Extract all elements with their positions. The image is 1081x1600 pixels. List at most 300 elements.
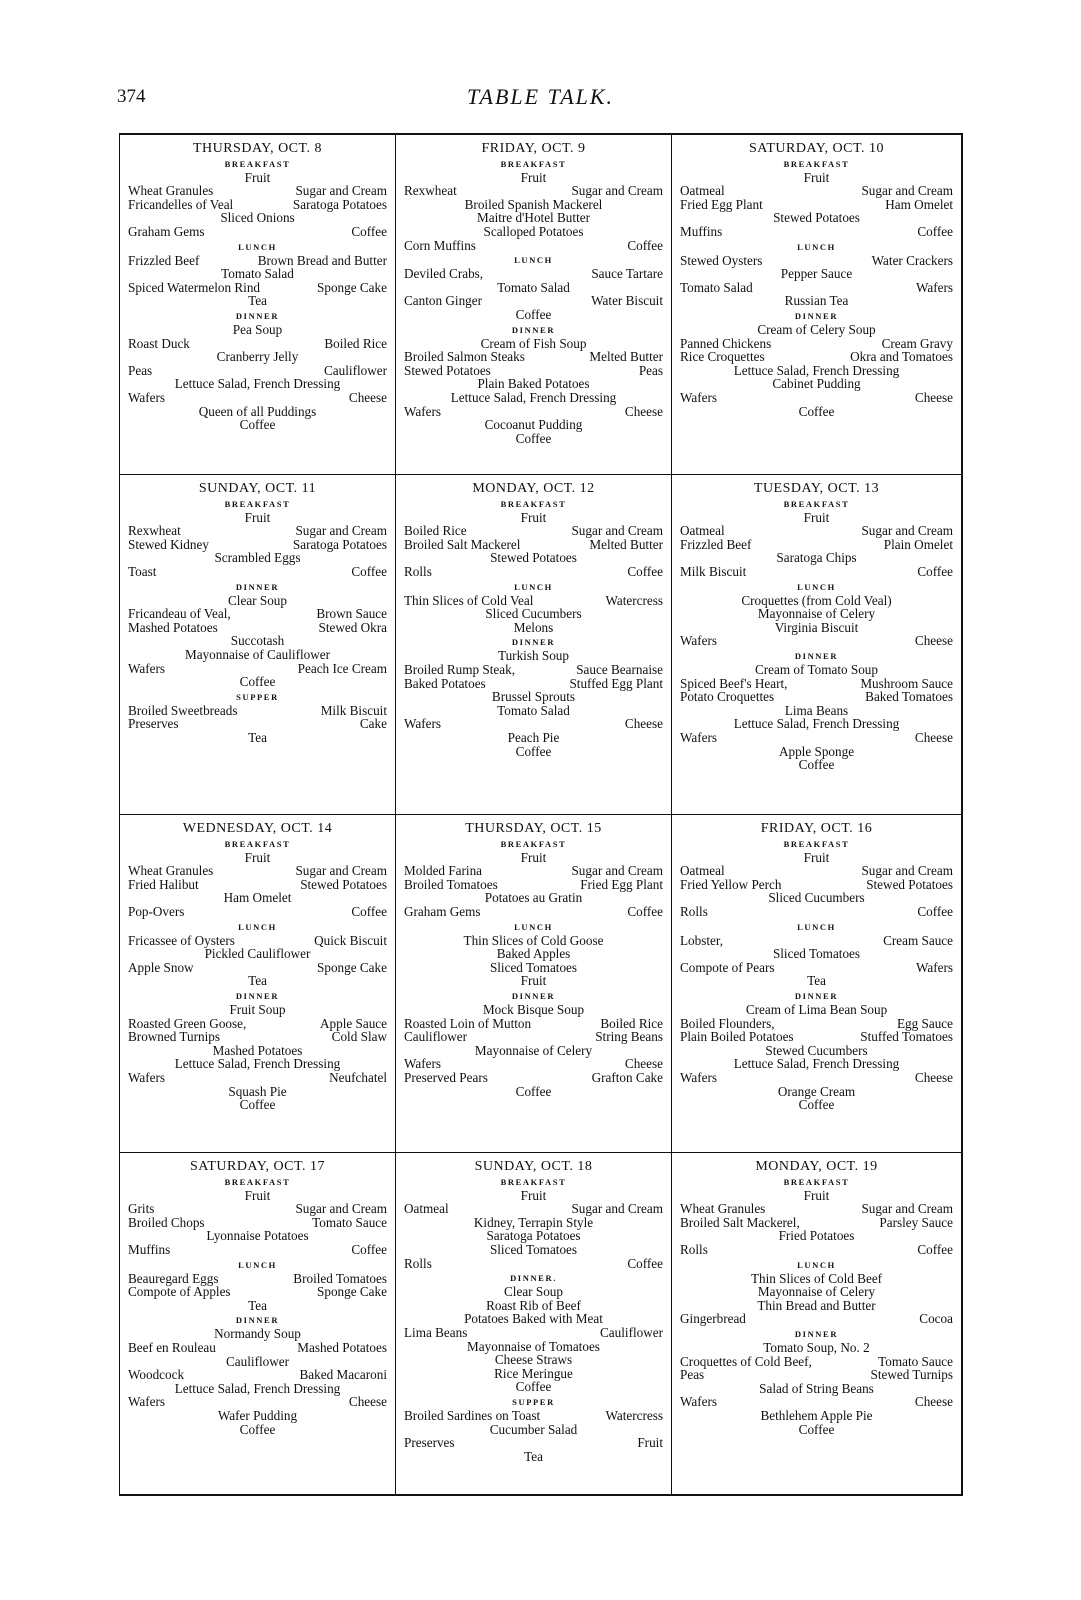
dish-item: Milk Biscuit	[320, 702, 387, 718]
menu-line	[680, 524, 953, 538]
dish-item: Mayonnaise of Celery	[474, 1042, 593, 1058]
dish-item: Lima Beans	[404, 1324, 468, 1340]
meal-heading: LUNCH	[797, 241, 836, 252]
menu-line	[680, 1044, 953, 1058]
dish-item: Coffee	[351, 223, 387, 239]
menu-line	[128, 634, 387, 648]
dish-item: Lettuce Salad, French Dressing	[450, 389, 617, 405]
menu-line	[680, 225, 953, 239]
dish-item: Baked Macaroni	[299, 1367, 387, 1383]
menu-line	[680, 704, 953, 718]
menu-line	[404, 621, 663, 635]
meal-heading: DINNER	[235, 990, 280, 1001]
menu-line	[128, 961, 387, 975]
menu-line	[680, 1355, 953, 1369]
dish-item: Broiled Salt Mackerel	[404, 536, 521, 552]
dish-item: Scalloped Potatoes	[483, 223, 584, 239]
menu-line	[680, 364, 953, 378]
menu-line	[680, 758, 953, 772]
dish-item: Rolls	[680, 903, 708, 919]
menu-line	[680, 254, 953, 268]
meal-section	[128, 1260, 387, 1313]
dish-item: Rolls	[680, 1241, 708, 1257]
menu-line	[128, 1202, 387, 1216]
dish-item: Sauce Tartare	[591, 266, 663, 282]
dish-item: Broiled Rump Steak,	[404, 661, 515, 677]
dish-item: Oatmeal	[680, 863, 725, 879]
dish-item: Cheese	[624, 716, 663, 732]
dish-item: Rexwheat	[404, 183, 457, 199]
meal-heading: LUNCH	[797, 921, 836, 932]
menu-line	[680, 1017, 953, 1031]
day-menu-cell	[672, 815, 963, 1153]
dish-item: Mayonnaise of Celery	[757, 606, 876, 622]
menu-line	[128, 211, 387, 225]
dish-item: Thin Bread and Butter	[757, 1297, 876, 1313]
dish-item: Sponge Cake	[317, 959, 387, 975]
day-menu-cell	[672, 135, 963, 475]
meal-heading: SUPPER	[236, 691, 279, 702]
meal-heading: BREAKFAST	[783, 498, 850, 509]
menu-line	[404, 1367, 663, 1381]
dish-item: Thin Slices of Cold Beef	[750, 1270, 883, 1286]
dish-item: Milk Biscuit	[680, 563, 747, 579]
dish-item: Baked Apples	[496, 946, 571, 962]
dish-item: Apple Snow	[128, 959, 194, 975]
dish-item: Wafers	[680, 389, 718, 405]
menu-line	[128, 891, 387, 905]
dish-item: Broiled Tomatoes	[404, 876, 498, 892]
dish-item: Boiled Rice	[600, 1015, 663, 1031]
dish-item: Lettuce Salad, French Dressing	[174, 1056, 341, 1072]
meal-heading: DINNER	[794, 990, 839, 1001]
dish-item: Grafton Cake	[591, 1069, 663, 1085]
dish-item: Graham Gems	[404, 903, 481, 919]
meal-heading: LUNCH	[797, 1259, 836, 1270]
dish-item: Deviled Crabs,	[404, 266, 484, 282]
menu-line	[680, 1030, 953, 1044]
meal-section	[680, 159, 953, 239]
menu-line	[128, 1395, 387, 1409]
dish-item: Maitre d'Hotel Butter	[477, 210, 590, 226]
dish-item: Wafer Pudding	[217, 1407, 298, 1423]
day-title: THURSDAY, OCT. 15	[465, 821, 602, 836]
day-menu-cell	[396, 815, 672, 1153]
dish-item: Tea	[524, 1448, 543, 1464]
dish-item: Saratoga Potatoes	[486, 1228, 581, 1244]
menu-line	[404, 1285, 663, 1299]
dish-item: Sliced Tomatoes	[489, 959, 578, 975]
day-title: SATURDAY, OCT. 17	[189, 1159, 326, 1174]
dish-item: Water Biscuit	[591, 293, 663, 309]
dish-item: Cauliflower	[324, 362, 387, 378]
dish-item: Gingerbread	[680, 1311, 746, 1327]
menu-line	[404, 1044, 663, 1058]
dish-item: Compote of Apples	[128, 1284, 231, 1300]
dish-item: Coffee	[515, 1379, 552, 1395]
dish-item: Cake	[359, 716, 387, 732]
meal-heading: DINNER	[235, 581, 280, 592]
meal-heading: LUNCH	[514, 581, 553, 592]
dish-item: Stewed Oysters	[680, 252, 763, 268]
dish-item: Orange Cream	[777, 1083, 856, 1099]
menu-line	[404, 905, 663, 919]
dish-item: Frizzled Beef	[680, 536, 752, 552]
menu-line	[128, 294, 387, 308]
dish-item: Coffee	[627, 563, 663, 579]
menu-line	[404, 1017, 663, 1031]
meal-section	[404, 839, 663, 919]
menu-line	[680, 198, 953, 212]
dish-item: Roasted Green Goose,	[128, 1015, 247, 1031]
dish-item: Roasted Loin of Mutton	[404, 1015, 532, 1031]
dish-item: Baked Potatoes	[404, 675, 486, 691]
menu-line	[680, 690, 953, 704]
dish-item: Panned Chickens	[680, 335, 772, 351]
dish-item: Coffee	[798, 1097, 835, 1113]
meal-heading: BREAKFAST	[224, 838, 291, 849]
dish-item: Wafers	[680, 729, 718, 745]
menu-line	[404, 851, 663, 865]
menu-line	[680, 1285, 953, 1299]
dish-item: Rexwheat	[128, 523, 181, 539]
dish-item: Sugar and Cream	[571, 183, 663, 199]
meal-section	[128, 839, 387, 919]
menu-line	[404, 1380, 663, 1394]
dish-item: Coffee	[515, 743, 552, 759]
dish-item: Coffee	[239, 1097, 276, 1113]
dish-item: Fruit	[637, 1435, 663, 1451]
menu-line	[680, 511, 953, 525]
menu-line	[404, 308, 663, 322]
dish-item: Mashed Potatoes	[297, 1339, 387, 1355]
dish-item: Sliced Onions	[220, 210, 295, 226]
dish-item: Muffins	[128, 1241, 171, 1257]
dish-item: Thin Slices of Cold Goose	[463, 932, 604, 948]
meal-section	[680, 242, 953, 308]
meal-section	[128, 159, 387, 239]
menu-line	[680, 974, 953, 988]
dish-item: Cheese	[914, 1394, 953, 1410]
dish-item: Coffee	[515, 430, 552, 446]
dish-item: Stewed Potatoes	[300, 876, 387, 892]
dish-item: Wafers	[128, 1394, 166, 1410]
menu-line	[680, 594, 953, 608]
menu-line	[680, 864, 953, 878]
menu-line	[128, 1327, 387, 1341]
dish-item: Wheat Granules	[680, 1201, 766, 1217]
menu-line	[680, 337, 953, 351]
dish-item: Sliced Tomatoes	[489, 1241, 578, 1257]
menu-line	[680, 377, 953, 391]
dish-item: Brussel Sprouts	[491, 689, 576, 705]
menu-line	[128, 934, 387, 948]
dish-item: Stewed Potatoes	[490, 550, 577, 566]
dish-item: Coffee	[239, 1421, 276, 1437]
dish-item: Fruit	[803, 169, 830, 185]
menu-line	[680, 961, 953, 975]
dish-item: Tea	[248, 293, 267, 309]
day-title: SATURDAY, OCT. 10	[748, 141, 885, 156]
dish-item: Wafers	[404, 1056, 442, 1072]
meal-heading: DINNER	[235, 310, 280, 321]
dish-item: Pea Soup	[232, 321, 283, 337]
dish-item: Scrambled Eggs	[214, 550, 301, 566]
menu-line	[680, 565, 953, 579]
menu-line	[128, 337, 387, 351]
meal-section	[680, 991, 953, 1112]
dish-item: Potatoes au Gratin	[484, 890, 583, 906]
dish-item: Saratoga Chips	[776, 550, 857, 566]
dish-item: Preserves	[128, 716, 179, 732]
dish-item: Okra and Tomatoes	[850, 349, 953, 365]
meal-section	[680, 922, 953, 988]
menu-line	[128, 1071, 387, 1085]
dish-item: Cheese	[624, 403, 663, 419]
day-title: TUESDAY, OCT. 13	[753, 481, 880, 496]
dish-item: Sugar and Cream	[295, 863, 387, 879]
menu-line	[128, 1272, 387, 1286]
meal-heading: BREAKFAST	[783, 1176, 850, 1187]
dish-item: Queen of all Puddings	[198, 403, 317, 419]
menu-line	[404, 391, 663, 405]
dish-item: Egg Sauce	[896, 1015, 953, 1031]
menu-line	[128, 864, 387, 878]
dish-item: Russian Tea	[784, 293, 849, 309]
dish-item: Clear Soup	[228, 592, 287, 608]
menu-line	[128, 184, 387, 198]
dish-item: Stewed Potatoes	[866, 876, 953, 892]
day-menu-cell	[396, 475, 672, 815]
menu-line	[404, 947, 663, 961]
dish-item: Coffee	[239, 674, 276, 690]
menu-line	[128, 905, 387, 919]
dish-item: Canton Ginger	[404, 293, 483, 309]
dish-item: Lettuce Salad, French Dressing	[733, 716, 900, 732]
menu-line	[404, 1299, 663, 1313]
dish-item: Squash Pie	[228, 1083, 287, 1099]
dish-item: Stewed Turnips	[870, 1367, 953, 1383]
menu-line	[680, 905, 953, 919]
dish-item: Fried Yellow Perch	[680, 876, 782, 892]
dish-item: Sugar and Cream	[571, 863, 663, 879]
dish-item: Stuffed Egg Plant	[569, 675, 663, 691]
dish-item: Cheese	[914, 729, 953, 745]
dish-item: Sugar and Cream	[861, 183, 953, 199]
menu-line	[128, 511, 387, 525]
menu-line	[404, 198, 663, 212]
menu-line	[680, 350, 953, 364]
meal-section	[404, 922, 663, 988]
menu-line	[128, 538, 387, 552]
meal-section	[680, 499, 953, 579]
menu-line	[680, 323, 953, 337]
dish-item: Fruit	[803, 849, 830, 865]
menu-line	[404, 690, 663, 704]
menu-line	[128, 648, 387, 662]
menu-line	[404, 350, 663, 364]
dish-item: Fruit	[520, 169, 547, 185]
day-menu-cell	[672, 1153, 963, 1494]
menu-line	[128, 1044, 387, 1058]
dish-item: Fruit	[520, 1187, 547, 1203]
day-menu-cell	[120, 135, 396, 475]
dish-item: Fruit	[803, 509, 830, 525]
meal-section	[128, 692, 387, 745]
meal-heading: BREAKFAST	[500, 1176, 567, 1187]
menu-line	[404, 731, 663, 745]
menu-line	[128, 350, 387, 364]
dish-item: Melted Butter	[589, 536, 663, 552]
dish-item: Fruit	[244, 1187, 271, 1203]
meal-heading: DINNER	[235, 1315, 280, 1326]
dish-item: Apple Sponge	[778, 743, 855, 759]
menu-line	[404, 745, 663, 759]
menu-line	[404, 1257, 663, 1271]
running-head: TABLE TALK.	[466, 84, 615, 109]
dish-item: Salad of String Beans	[759, 1380, 874, 1396]
dish-item: Oatmeal	[680, 183, 725, 199]
dish-item: Fried Egg Plant	[580, 876, 663, 892]
dish-item: Fruit Soup	[229, 1001, 286, 1017]
meal-heading: BREAKFAST	[500, 498, 567, 509]
menu-line	[404, 551, 663, 565]
dish-item: Sugar and Cream	[861, 523, 953, 539]
dish-item: Brown Bread and Butter	[257, 252, 387, 268]
menu-line	[404, 511, 663, 525]
dish-item: Coffee	[798, 757, 835, 773]
menu-line	[128, 1017, 387, 1031]
menu-line	[128, 1423, 387, 1437]
dish-item: String Beans	[595, 1029, 663, 1045]
meal-heading: BREAKFAST	[224, 498, 291, 509]
menu-line	[128, 1409, 387, 1423]
dish-item: Wafers	[680, 633, 718, 649]
dish-item: Coffee	[351, 1241, 387, 1257]
menu-line	[404, 1353, 663, 1367]
dish-item: Fruit	[520, 973, 547, 989]
meal-section	[404, 255, 663, 321]
menu-line	[404, 211, 663, 225]
menu-line	[128, 1382, 387, 1396]
dish-item: Coffee	[627, 1255, 663, 1271]
menu-line	[128, 1299, 387, 1313]
meal-heading: DINNER	[794, 650, 839, 661]
menu-line	[404, 171, 663, 185]
menu-line	[404, 538, 663, 552]
dish-item: Wafers	[915, 959, 953, 975]
meal-section	[128, 991, 387, 1112]
dish-item: Cheese	[348, 1394, 387, 1410]
dish-item: Bethlehem Apple Pie	[760, 1407, 873, 1423]
menu-line	[680, 717, 953, 731]
day-title: SUNDAY, OCT. 18	[474, 1159, 593, 1174]
menu-line	[680, 934, 953, 948]
meal-section	[404, 582, 663, 635]
menu-line	[680, 1085, 953, 1099]
menu-line	[404, 281, 663, 295]
menu-line	[404, 1423, 663, 1437]
meal-section	[128, 242, 387, 308]
dish-item: Tea	[807, 973, 826, 989]
dish-item: Fruit	[244, 169, 271, 185]
dish-item: Cauliflower	[600, 1324, 663, 1340]
dish-item: Saratoga Potatoes	[292, 536, 387, 552]
dish-item: Clear Soup	[504, 1284, 563, 1300]
dish-item: Cheese	[914, 633, 953, 649]
menu-line	[404, 405, 663, 419]
meal-section	[680, 582, 953, 648]
menu-line	[680, 405, 953, 419]
meal-section	[128, 582, 387, 689]
dish-item: Wafers	[915, 279, 953, 295]
dish-item: Broiled Salt Mackerel,	[680, 1214, 800, 1230]
meal-section	[680, 839, 953, 919]
dish-item: Sugar and Cream	[295, 523, 387, 539]
menu-line	[404, 1189, 663, 1203]
meal-heading: BREAKFAST	[500, 158, 567, 169]
dish-item: Peas	[680, 1367, 705, 1383]
dish-item: Tea	[248, 973, 267, 989]
page-number: 374	[117, 86, 146, 107]
dish-item: Baked Tomatoes	[865, 689, 953, 705]
dish-item: Spiced Beef's Heart,	[680, 675, 788, 691]
menu-line	[680, 1312, 953, 1326]
dish-item: Coffee	[917, 1241, 953, 1257]
menu-line	[680, 947, 953, 961]
dish-item: Brown Sauce	[316, 606, 387, 622]
menu-line	[404, 891, 663, 905]
dish-item: Melted Butter	[589, 349, 663, 365]
dish-item: Coffee	[239, 417, 276, 433]
dish-item: Cheese	[348, 389, 387, 405]
menu-line	[680, 1189, 953, 1203]
menu-line	[404, 961, 663, 975]
dish-item: Stuffed Tomatoes	[860, 1029, 953, 1045]
menu-line	[680, 1202, 953, 1216]
dish-item: Sponge Cake	[317, 1284, 387, 1300]
dish-item: Mashed Potatoes	[128, 619, 218, 635]
dish-item: Sponge Cake	[317, 279, 387, 295]
day-menu-cell	[120, 1153, 396, 1494]
menu-line	[404, 1216, 663, 1230]
menu-line	[404, 225, 663, 239]
dish-item: Thin Slices of Cold Veal	[404, 592, 534, 608]
dish-item: Potato Croquettes	[680, 689, 775, 705]
menu-line	[680, 1098, 953, 1112]
menu-line	[404, 1030, 663, 1044]
dish-item: Plain Omelet	[883, 536, 953, 552]
menu-line	[680, 1057, 953, 1071]
menu-line	[128, 254, 387, 268]
dish-item: Wafers	[128, 1069, 166, 1085]
dish-item: Cold Slaw	[331, 1029, 387, 1045]
menu-line	[404, 974, 663, 988]
dish-item: Sugar and Cream	[861, 863, 953, 879]
dish-item: Sugar and Cream	[571, 523, 663, 539]
dish-item: Stewed Potatoes	[404, 362, 491, 378]
dish-item: Cream Sauce	[883, 932, 953, 948]
menu-line	[128, 1355, 387, 1369]
menu-line	[680, 294, 953, 308]
menu-line	[128, 947, 387, 961]
menu-line	[404, 1326, 663, 1340]
dish-item: Sliced Cucumbers	[485, 606, 582, 622]
dish-item: Sugar and Cream	[571, 1201, 663, 1217]
menu-grid	[119, 133, 963, 1496]
dish-item: Coffee	[798, 1421, 835, 1437]
dish-item: Lettuce Salad, French Dressing	[733, 1056, 900, 1072]
